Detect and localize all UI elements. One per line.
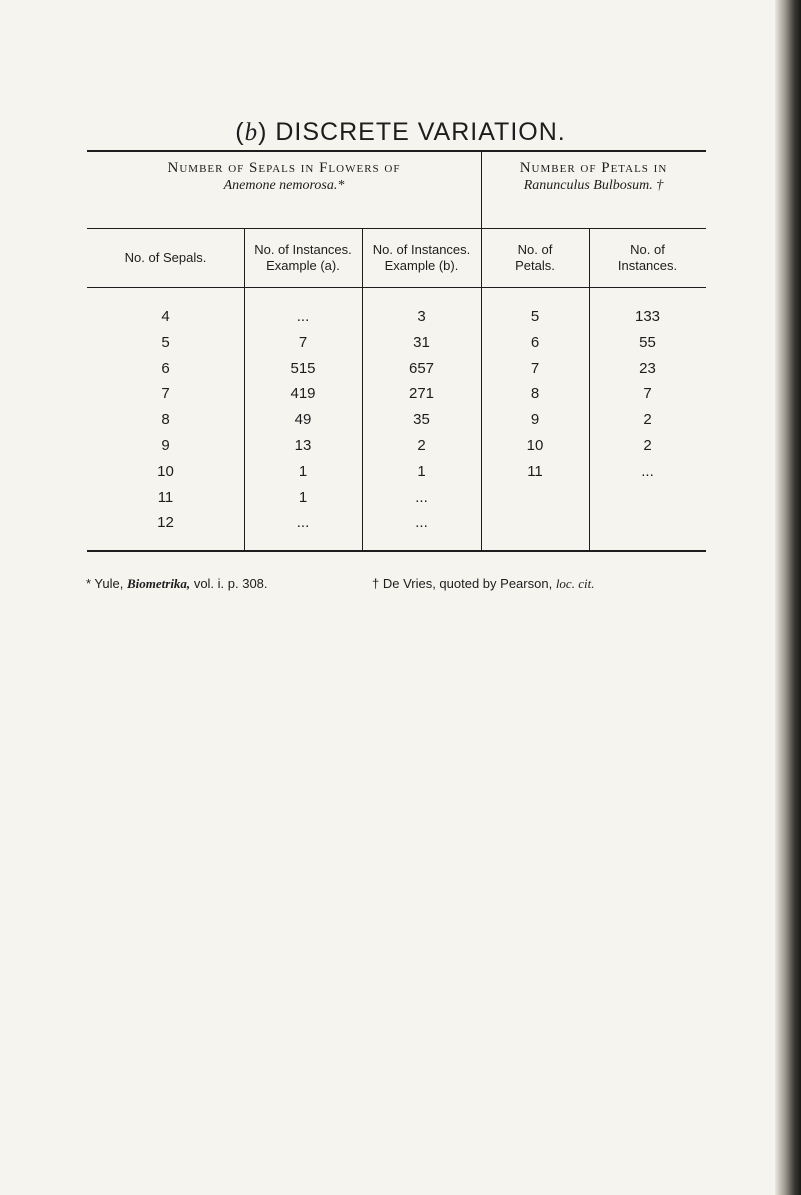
table-top-rule [87,150,706,152]
cell-instances-a: ... [296,514,310,531]
col-head-instances-b [362,242,481,274]
cell-petal-instances: ... [641,463,654,480]
group-heading-petals-text: Number of Petals in [519,160,668,176]
cell-sepals: 6 [161,360,170,377]
column-header-rule [87,287,706,288]
group-heading-sepals [87,160,481,194]
cell-sepals: 8 [161,411,170,428]
col-head-petals-line1: No. of [517,242,553,257]
cell-sepals: 12 [157,514,174,531]
col-head-petal-instances-line1: No. of [630,242,665,257]
group-species-anemone: Anemone nemorosa.* [223,178,345,193]
col-head-instances-a-line2: Example (a). [266,258,340,273]
cell-petal-instances: 23 [639,360,656,377]
cell-sepals: 11 [157,489,174,506]
footnote-yule-ref: vol. i. p. 308. [193,576,268,591]
table-bottom-rule [87,550,706,552]
footnote-devries-marker: † De Vries, quoted by Pearson, [372,576,553,591]
footnote-yule [86,576,268,592]
cell-instances-b: ... [415,489,428,506]
col-head-sepals-line1: No. of Sepals. [124,250,207,265]
cell-sepals: 9 [161,437,170,454]
cell-sepals: 4 [161,308,170,325]
footnote-devries [372,576,594,592]
cell-instances-a: ... [296,308,310,325]
cell-instances-a: 49 [294,411,312,428]
col-head-petal-instances-line2: Instances. [617,258,678,273]
cell-instances-b: 2 [417,437,426,454]
group-heading-sepals-text: Number of Sepals in Flowers of [167,160,401,176]
cell-instances-b: 271 [408,385,435,402]
cell-instances-b: 31 [413,334,430,351]
group-heading-petals [481,160,706,194]
col-head-instances-b-line2: Example (b). [384,258,459,273]
cell-petals: 9 [530,411,540,428]
footnote-devries-work: loc. cit. [555,576,595,591]
cell-instances-a: 1 [298,489,308,506]
cell-instances-b: 657 [408,360,435,377]
col-head-petal-instances [589,242,706,274]
cell-petal-instances: 133 [634,308,661,325]
cell-petals: 7 [530,360,540,377]
cell-instances-a: 515 [290,360,316,377]
cell-petal-instances: 7 [643,385,652,402]
cell-petal-instances: 55 [639,334,656,351]
cell-instances-b: 35 [413,411,430,428]
cell-petals: 8 [530,385,540,402]
cell-instances-a: 1 [298,463,308,480]
cell-petals: 5 [530,308,540,325]
page-title: (b) DISCRETE VARIATION. [235,118,566,146]
cell-petal-instances: 2 [643,411,652,428]
cell-petals: 6 [530,334,540,351]
col-head-instances-a-line1: No. of Instances. [254,242,352,257]
cell-instances-a: 419 [290,385,316,402]
cell-instances-a: 13 [294,437,312,454]
footnote-yule-marker: * Yule, [86,576,124,591]
cell-sepals: 10 [157,463,174,480]
cell-instances-b: ... [415,514,428,531]
cell-sepals: 5 [161,334,170,351]
footnote-yule-work: Biometrika, [126,576,191,591]
cell-petals: 10 [526,437,544,454]
cell-sepals: 7 [161,385,170,402]
col-head-sepals [87,250,244,266]
col-head-petals-line2: Petals. [515,258,555,273]
group-header-rule [87,228,706,229]
col-head-instances-a [244,242,362,274]
cell-instances-b: 3 [417,308,426,325]
cell-instances-a: 7 [298,334,308,351]
cell-instances-b: 1 [417,463,426,480]
col-head-instances-b-line1: No. of Instances. [372,242,471,257]
col-head-petals [481,242,589,274]
page-edge-shadow [775,0,801,1195]
group-species-ranunculus: Ranunculus Bulbosum. † [523,178,664,193]
cell-petals: 11 [527,463,543,480]
cell-petal-instances: 2 [643,437,652,454]
